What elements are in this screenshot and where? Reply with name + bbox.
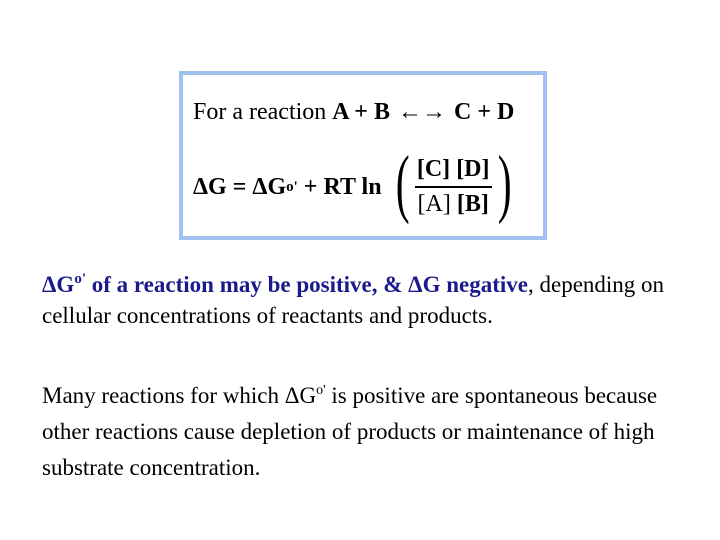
paragraph1-plain: , depending on cellular concentrations of reactants and products. <box>42 272 665 328</box>
paragraph2-start: Many reactions for which ΔG <box>42 383 317 408</box>
equation-box <box>179 71 547 240</box>
fraction <box>415 156 492 218</box>
highlight-rest: of a reaction may be positive, & ΔG negative <box>85 272 528 297</box>
equation-left: ΔG = ΔG <box>193 173 287 200</box>
open-paren: ( <box>395 141 410 225</box>
equation-mid: + RT ln <box>297 173 382 200</box>
conc-d: [D] <box>456 156 490 182</box>
conc-c: [C] <box>416 156 451 182</box>
fraction-numerator <box>415 156 492 188</box>
paragraph2-superscript: o' <box>316 383 326 398</box>
products: C + D <box>453 99 515 125</box>
reaction-line <box>193 99 514 126</box>
highlight-superscript: o' <box>74 271 86 287</box>
conc-b: [B] <box>456 191 489 217</box>
concentration-ratio <box>390 141 517 225</box>
paragraph1-highlight <box>42 272 528 297</box>
equation-superscript: o' <box>286 178 298 195</box>
reaction-prefix: For a reaction <box>193 99 333 125</box>
equilibrium-arrow: ←→ <box>397 99 446 125</box>
paragraph-positive-negative <box>42 264 692 331</box>
conc-a: [A] <box>417 191 451 217</box>
paragraph-spontaneous <box>42 373 702 486</box>
free-energy-equation <box>193 141 517 225</box>
fraction-denominator <box>418 188 489 218</box>
paragraph2-rest: is positive are spontaneous because other reactions cause depletion of products or maintenance of high substrate concentration. <box>42 383 658 480</box>
reactants: A + B <box>332 99 390 125</box>
close-paren: ) <box>497 141 512 225</box>
highlight-start: ΔG <box>42 272 75 297</box>
